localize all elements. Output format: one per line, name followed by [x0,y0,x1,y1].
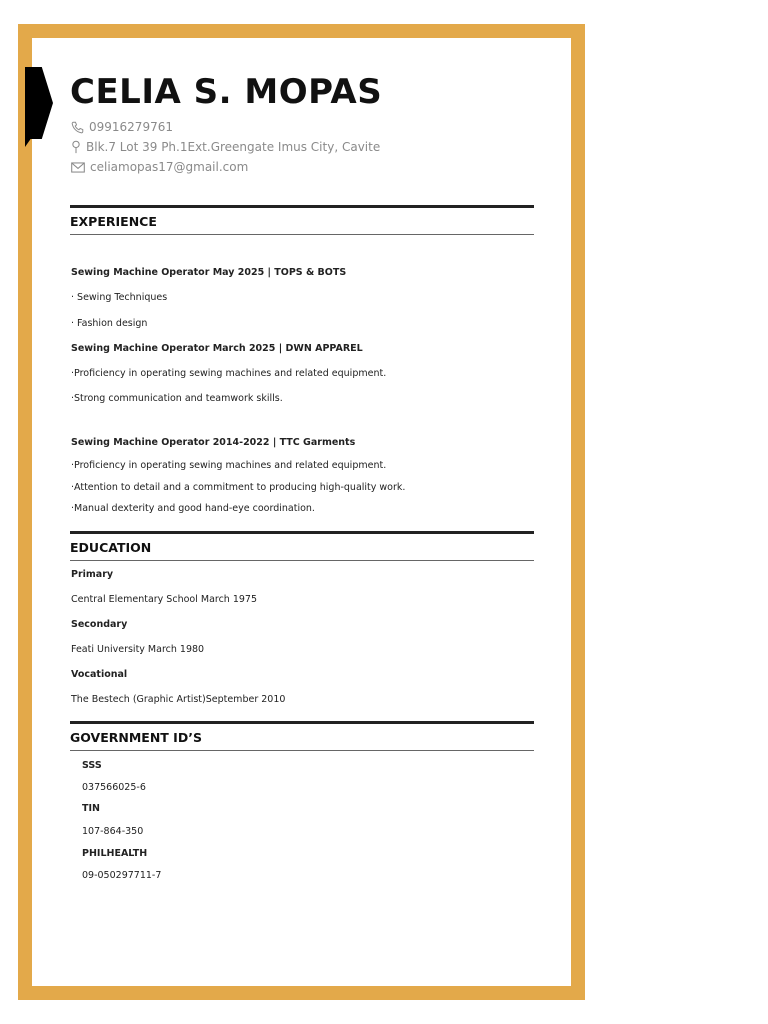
job-item: ·Proficiency in operating sewing machines and related equipment. [71,368,387,379]
phone-text: 09916279761 [89,120,173,134]
contact-phone [71,120,173,134]
job-title: Sewing Machine Operator 2014-2022 | TTC Garments [71,437,356,448]
job-item: · Sewing Techniques [71,292,168,303]
id-label: PHILHEALTH [82,848,148,859]
id-value: 09-050297711-7 [82,870,162,881]
education-level: Primary [71,569,114,580]
job-item: ·Strong communication and teamwork skills. [71,393,283,404]
job-title: Sewing Machine Operator March 2025 | DWN APPAREL [71,343,363,354]
education-section-header [70,531,534,561]
job-item: ·Attention to detail and a commitment to producing high-quality work. [71,482,406,493]
job-item: ·Proficiency in operating sewing machines and related equipment. [71,460,387,471]
education-level: Vocational [71,669,128,680]
envelope-icon [71,162,85,173]
id-label: SSS [82,760,102,771]
job-item: · Fashion design [71,318,148,329]
contact-email [71,160,248,174]
experience-heading: EXPERIENCE [70,214,157,229]
location-pin-icon [71,140,81,154]
contact-address [71,140,380,154]
education-detail: The Bestech (Graphic Artist)September 2010 [71,694,286,705]
id-value: 037566025-6 [82,782,146,793]
person-name: CELIA S. MOPAS [70,72,383,112]
education-level: Secondary [71,619,128,630]
government-section-header [70,721,534,751]
id-label: TIN [82,803,100,814]
education-detail: Feati University March 1980 [71,644,205,655]
address-text: Blk.7 Lot 39 Ph.1Ext.Greengate Imus City, Cavite [86,140,381,154]
id-value: 107-864-350 [82,826,144,837]
job-title: Sewing Machine Operator May 2025 | TOPS & BOTS [71,267,347,278]
experience-section-header [70,205,534,235]
government-heading: GOVERNMENT ID’S [70,730,202,745]
phone-icon [71,121,84,134]
email-text: celiamopas17@gmail.com [90,160,249,174]
education-heading: EDUCATION [70,540,152,555]
education-detail: Central Elementary School March 1975 [71,594,258,605]
job-item: ·Manual dexterity and good hand-eye coordination. [71,503,315,514]
